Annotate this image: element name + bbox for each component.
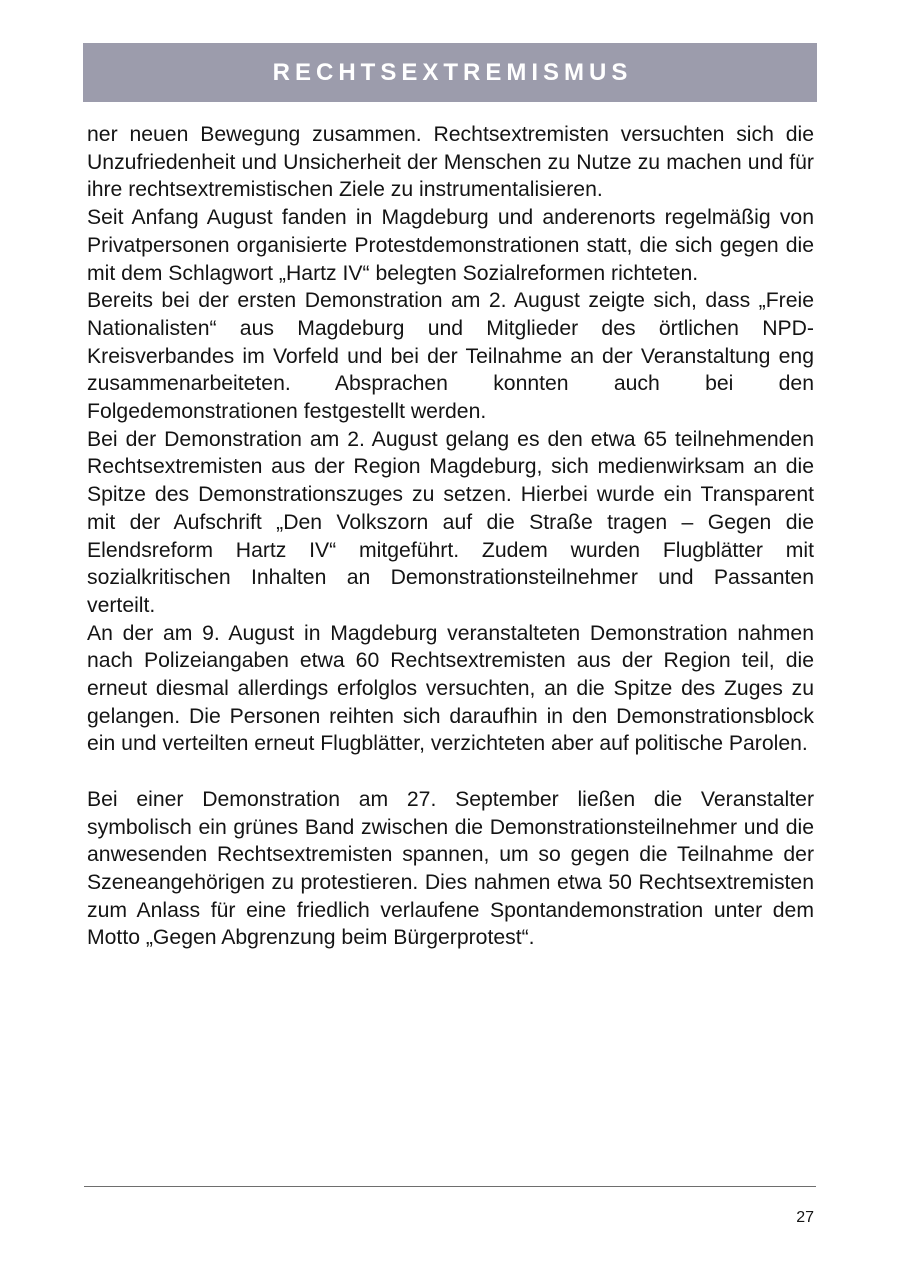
paragraph: Seit Anfang August fanden in Magdeburg und anderenorts regelmäßig von Privatpersonen organisierte Protestdemonstrationen statt, die sich gegen die mit dem Schlagwort „Hartz IV“ belegten Sozialreformen richteten. [87, 206, 814, 285]
paragraph: An der am 9. August in Magdeburg veranstalteten Demonstration nahmen nach Polizeiangaben etwa 60 Rechtsextremisten aus der Region teil, die erneut diesmal allerdings erfolglos versuchten, an die Spitze des Zuges zu gelangen. Die Personen reihten sich daraufhin in den Demonstrationsblock ein und verteilten erneut Flugblätter, verzichteten aber auf politische Parolen. [87, 621, 814, 756]
section-title: RECHTSEXTREMISMUS [272, 58, 633, 86]
section-header-bar [83, 43, 817, 102]
page-number: 27 [796, 1209, 814, 1226]
paragraph: Bereits bei der ersten Demonstration am 2. August zeigte sich, dass „Freie Nationalisten“ aus Magdeburg und Mitglieder des örtlichen NPD-Kreisverbandes im Vorfeld und bei der Teilnahme an der Veranstaltung eng zusammenarbeiteten. Absprachen konnten auch bei den Folgedemonstrationen festgestellt werden. [87, 289, 814, 424]
paragraph: ner neuen Bewegung zusammen. Rechtsextremisten versuchten sich die Unzufriedenheit und Unsicherheit der Menschen zu Nutze zu machen und für ihre rechtsextremistischen Ziele zu instrumentalisieren. [87, 123, 814, 202]
footer-divider [84, 1186, 816, 1187]
paragraph: Bei der Demonstration am 2. August gelang es den etwa 65 teilnehmenden Rechtsextremisten aus der Region Magdeburg, sich medienwirksam an die Spitze des Demonstrationszuges zu setzen. Hierbei wurde ein Transparent mit der Aufschrift „Den Volkszorn auf die Straße tragen – Gegen die Elendsreform Hartz IV“ mitgeführt. Zudem wurden Flugblätter mit sozialkritischen Inhalten an Demonstrationsteilnehmer und Passanten verteilt. [87, 427, 814, 617]
body-text [87, 121, 814, 952]
paragraph: Bei einer Demonstration am 27. September ließen die Veranstalter symbolisch ein grünes Band zwischen die Demonstrationsteilnehmer und die anwesenden Rechtsextremisten spannen, um so gegen die Teilnahme der Szeneangehörigen zu protestieren. Dies nahmen etwa 50 Rechtsextremisten zum Anlass für eine friedlich verlaufene Spontandemonstration unter dem Motto „Gegen Abgrenzung beim Bürgerprotest“. [87, 787, 814, 950]
